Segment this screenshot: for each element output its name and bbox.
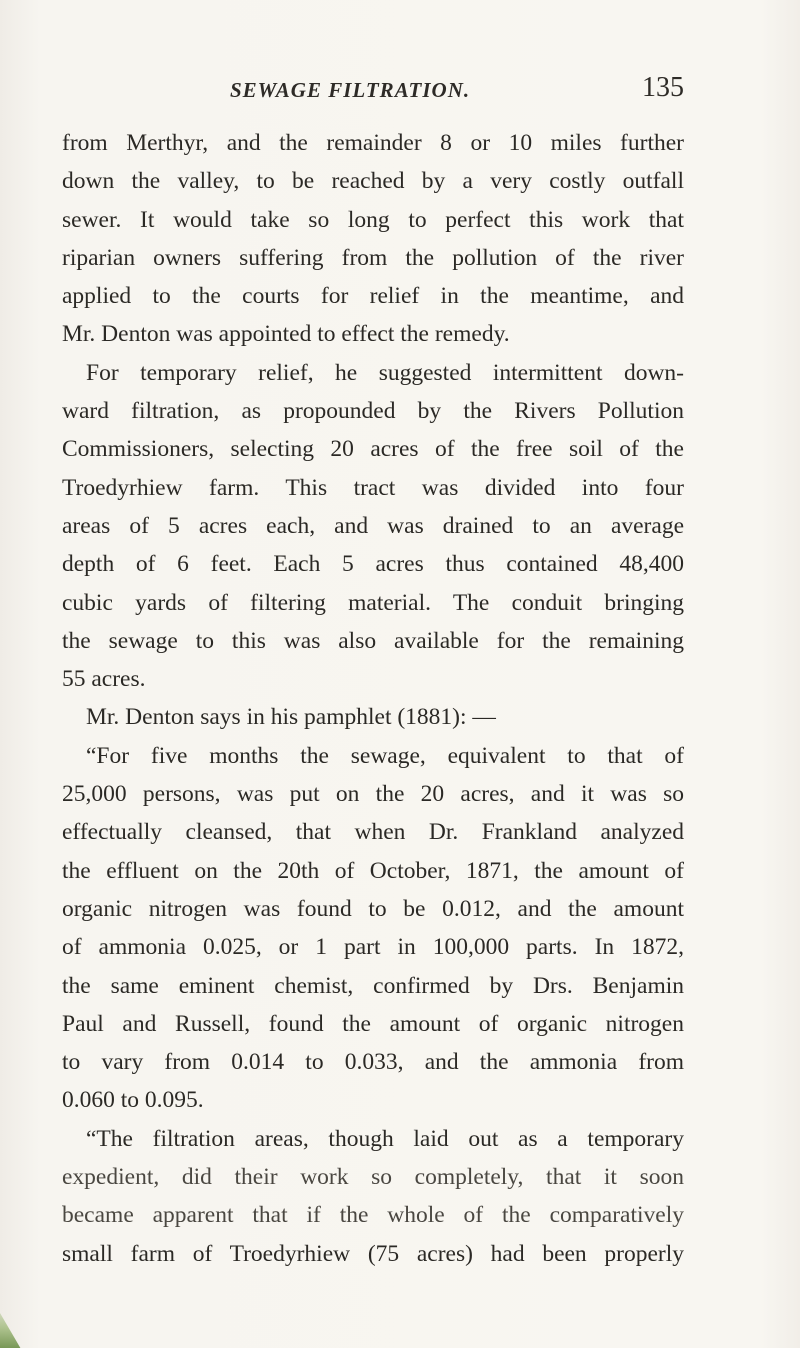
text-line: “For five months the sewage, equivalent to that of [86, 742, 684, 769]
text-line: For temporary relief, he suggested intermittent down- [86, 359, 684, 386]
text-line: sewer. It would take so long to perfect this work that [62, 206, 684, 233]
page-number: 135 [642, 72, 684, 103]
text-line: Paul and Russell, found the amount of organic nitrogen [62, 1010, 684, 1037]
text-line: the same eminent chemist, confirmed by Drs. Benjamin [62, 972, 684, 999]
text-line: organic nitrogen was found to be 0.012, and the amount [62, 895, 684, 922]
text-line: 0.060 to 0.095. [62, 1087, 204, 1114]
page-header [62, 72, 684, 108]
text-line: to vary from 0.014 to 0.033, and the ammonia from [62, 1049, 684, 1076]
text-line: 55 acres. [62, 666, 146, 693]
body-text [62, 124, 684, 1273]
text-line: effectually cleansed, that when Dr. Frankland analyzed [62, 819, 684, 846]
text-line: Commissioners, selecting 20 acres of the free soil of the [62, 436, 684, 463]
running-head: SEWAGE FILTRATION. [230, 78, 471, 102]
text-line: applied to the courts for relief in the meantime, and [62, 283, 684, 310]
text-line: of ammonia 0.025, or 1 part in 100,000 parts. In 1872, [62, 934, 684, 961]
text-line: small farm of Troedyrhiew (75 acres) had been properly [62, 1240, 684, 1267]
page-edge-stain [0, 1298, 34, 1348]
text-line: the sewage to this was also available for the remaining [62, 627, 684, 654]
text-line: 25,000 persons, was put on the 20 acres, and it was so [62, 781, 684, 808]
text-line: “The filtration areas, though laid out as a temporary [86, 1125, 684, 1152]
text-line: expedient, did their work so completely, that it soon [62, 1164, 684, 1191]
text-line: riparian owners suffering from the pollution of the river [62, 244, 684, 271]
text-line: ward filtration, as propounded by the Rivers Pollution [62, 398, 684, 425]
text-line: depth of 6 feet. Each 5 acres thus contained 48,400 [62, 551, 684, 578]
text-line: the effluent on the 20th of October, 1871, the amount of [62, 857, 684, 884]
text-line: from Merthyr, and the remainder 8 or 10 miles further [62, 130, 684, 156]
text-line: down the valley, to be reached by a very costly outfall [62, 168, 684, 195]
text-line: areas of 5 acres each, and was drained to an average [62, 512, 684, 539]
text-line: Mr. Denton says in his pamphlet (1881): — [86, 704, 496, 731]
text-line: became apparent that if the whole of the comparatively [62, 1202, 684, 1229]
text-line: cubic yards of filtering material. The conduit bringing [62, 589, 684, 616]
text-line: Troedyrhiew farm. This tract was divided into four [62, 474, 684, 501]
text-line: Mr. Denton was appointed to effect the remedy. [62, 321, 510, 348]
